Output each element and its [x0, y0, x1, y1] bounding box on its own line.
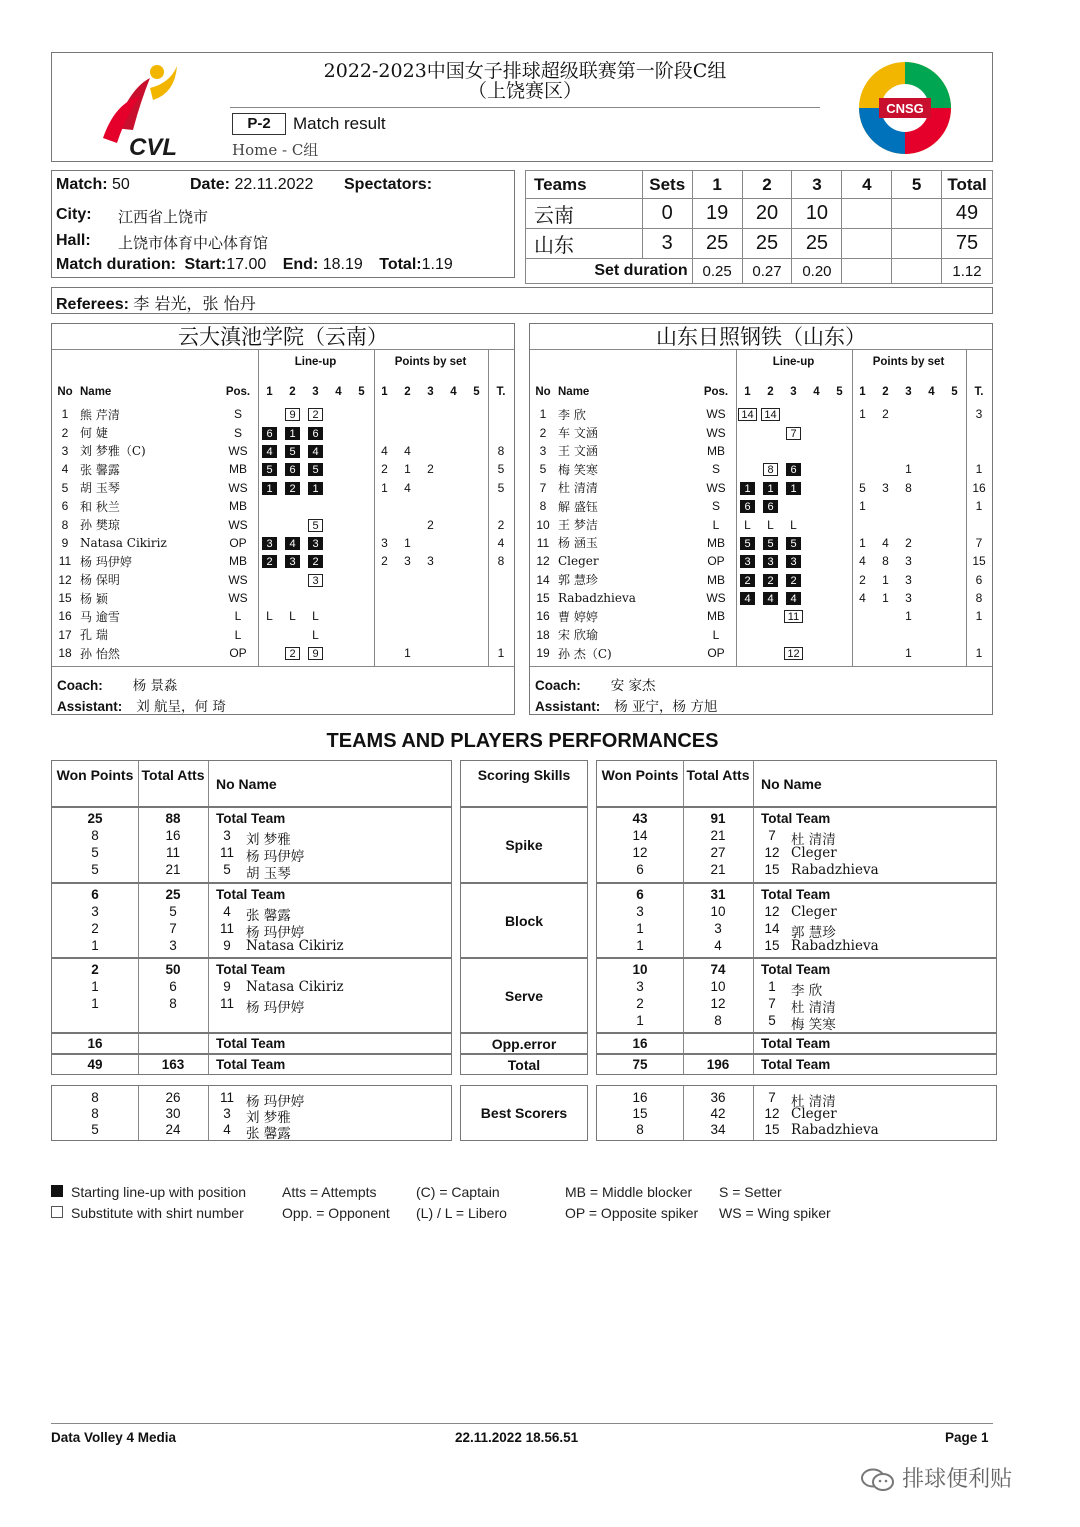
player-row: 9 Natasa Cikiriz OP 3 4 3 3 1 4 [61, 535, 505, 550]
away-serve-block: 10 74 Total Team 3 10 1 李 欣 2 12 7 杜 清清 1 8 5 梅 笑寒 [596, 958, 997, 1033]
player-row: 17 孔 瑞 L L [58, 627, 319, 643]
starting-position-box: 5 [740, 537, 755, 550]
starting-position-box: 4 [262, 445, 277, 458]
libero-mark: L [312, 609, 319, 624]
substitute-square-icon [51, 1206, 63, 1218]
substitute-number-box: 2 [285, 647, 300, 660]
starting-position-box: 6 [740, 500, 755, 513]
starting-square-icon [51, 1185, 63, 1197]
player-row: 4 张 馨露 MB 5 6 5 2 1 2 5 [61, 462, 505, 477]
player-row: 15 Rabadzhieva WS 4 4 4 4 1 3 8 [536, 591, 983, 606]
skill-opp: Opp.error [460, 1033, 588, 1054]
spectators-label: Spectators: [344, 176, 433, 193]
starting-position-box: 4 [786, 592, 801, 605]
player-row: 1 熊 芹清 S 9 2 [52, 405, 514, 423]
starting-position-box: 5 [763, 537, 778, 550]
watermark: 排球便利贴 [860, 1462, 1012, 1493]
header-rule [230, 107, 820, 108]
starting-position-box: 4 [763, 592, 778, 605]
starting-position-box: 3 [786, 555, 801, 568]
starting-position-box: 3 [740, 555, 755, 568]
page-code: P-2 [232, 113, 286, 135]
match-number: 50 [112, 176, 130, 193]
substitute-number-box: 9 [285, 408, 300, 421]
starting-position-box: 5 [262, 463, 277, 476]
starting-position-box: 1 [786, 482, 801, 495]
libero-mark: L [312, 627, 319, 642]
player-row: 8 孙 樊琼 WS 5 2 2 [61, 517, 505, 533]
away-spike-block: 43 91 Total Team 14 21 7 杜 清清 12 27 12 Cleger 6 21 15 Rabadzhieva [596, 807, 997, 883]
starting-position-box: 5 [285, 445, 300, 458]
home-player-table: Line-up Points by set No Name Pos. 1 2 3 4 5 1 2 3 4 5 T. 1 熊 芹清 S 9 2 2 何 婕 S 6 1 6 3 刘 梦雅（C) WS 4 5 4 4 4 8 4 张 馨露 MB 5 6 5 2 1 2 5 5 胡 玉琴 WS 1 2 1 1 4 5 6 和 秋兰 MB 8 孙 樊琼 WS 5 2 2 9 Natasa Cikiriz OP 3 4 3 3 1 4 11 杨 玛伊婷 MB 2 3 2 2 3 3 8 12 杨 保明 WS 3 15 杨 颖 WS 16 马 逾雪 L L L L 17 孔 瑞 L L 18 孙 怡然 OP 2 9 1 1 [52, 350, 514, 662]
cvl-logo [95, 58, 190, 158]
player-row: 5 梅 笑寒 S 8 6 1 1 [539, 462, 983, 477]
home-best-scorers: 8 26 11 杨 玛伊婷 8 30 3 刘 梦雅 5 24 4 张 馨露 [51, 1085, 452, 1141]
away-coach: 安 家杰 [610, 678, 656, 694]
starting-position-box: 1 [763, 482, 778, 495]
starting-position-box: 4 [308, 445, 323, 458]
title-line2: （上饶赛区） [467, 80, 582, 102]
starting-position-box: 2 [740, 574, 755, 587]
substitute-number-box: 14 [738, 408, 757, 421]
skills-header: Scoring Skills [460, 760, 588, 807]
libero-mark: L [289, 609, 296, 624]
referees-names: 李 岩光，张 怡丹 [133, 294, 256, 313]
skill-spike: Spike [460, 807, 588, 883]
player-row: 8 解 盛钰 S 6 6 1 1 [539, 499, 983, 514]
scoreboard: Teams Sets 1 2 3 4 5 Total 云南 0 19 20 10 49 山东 3 25 25 25 75 Set duration 0.25 0.27 0.20 1.12 [525, 170, 993, 284]
home-perf-header: Won Points Total Atts No Name [51, 760, 452, 807]
starting-position-box: 2 [262, 555, 277, 568]
away-team-name: 山东日照钢铁（山东） [530, 324, 992, 350]
home-serve-block: 2 50 Total Team 1 6 9 Natasa Cikiriz 1 8 11 杨 玛伊婷 [51, 958, 452, 1033]
footer-page: Page 1 [945, 1430, 989, 1445]
player-row: 19 孙 杰（C) OP 12 1 1 [536, 646, 983, 661]
city: 江西省上饶市 [118, 208, 209, 226]
starting-position-box: 1 [262, 482, 277, 495]
scoreboard-row-home: 云南 0 19 20 10 49 [526, 199, 993, 229]
player-row: 18 孙 怡然 OP 2 9 1 1 [58, 646, 505, 661]
home-roster: 云大滇池学院（云南） Line-up Points by set No Name Pos. 1 2 3 4 5 1 2 3 4 5 T. 1 熊 芹清 S 9 2 2 何 婕 S 6 1 6 3 刘 梦雅（C) WS 4 5 4 4 4 8 4 张 馨露 MB 5 6 5 2 1 2 5 5 胡 玉琴 WS 1 2 1 1 4 5 6 和 秋兰 MB 8 孙 樊琼 WS 5 2 2 9 Natasa Cikiriz OP 3 4 3 3 1 4 11 杨 玛伊婷 MB 2 3 2 2 3 3 8 12 杨 保明 WS 3 15 杨 颖 WS 16 马 逾雪 L L L L 17 孔 瑞 L L 18 孙 怡然 OP 2 9 1 1 Coach: 杨 景淼 Assistant: 刘 航呈，何 琦 [51, 323, 515, 715]
player-row: 16 曹 婷婷 MB 11 1 1 [536, 609, 983, 624]
cnsg-logo [855, 58, 955, 158]
player-row: 16 马 逾雪 L L L L [58, 609, 319, 624]
away-best-scorers: 16 36 7 杜 清清 15 42 12 Cleger 8 34 15 Rabadzhieva [596, 1085, 997, 1141]
home-spike-block: 25 88 Total Team 8 16 3 刘 梦雅 5 11 11 杨 玛伊婷 5 21 5 胡 玉琴 [51, 807, 452, 883]
away-assistant: 杨 亚宁，杨 方旭 [614, 699, 718, 715]
starting-position-box: 6 [786, 463, 801, 476]
starting-position-box: 2 [786, 574, 801, 587]
substitute-number-box: 8 [763, 463, 778, 476]
substitute-number-box: 9 [308, 647, 323, 660]
starting-position-box: 6 [763, 500, 778, 513]
substitute-number-box: 11 [784, 610, 803, 623]
away-opp-row: 16 Total Team [596, 1033, 997, 1054]
starting-position-box: 1 [740, 482, 755, 495]
player-row: 2 何 婕 S 6 1 6 [52, 423, 514, 441]
substitute-number-box: 12 [784, 647, 803, 660]
player-row: 7 杜 清清 WS 1 1 1 5 3 8 16 [539, 480, 986, 496]
away-roster: 山东日照钢铁（山东） Line-up Points by set No Name Pos. 1 2 3 4 5 1 2 3 4 5 T. 1 李 欣 WS 14 14 1 2 3 2 车 文涵 WS 7 3 王 文涵 MB 5 梅 笑寒 S 8 6 1 1 7 杜 清清 WS 1 1 1 5 3 8 16 8 解 盛钰 S 6 6 1 1 10 王 梦洁 L L L L 11 杨 涵玉 MB 5 5 5 1 4 2 7 12 Cleger OP 3 3 3 4 8 3 15 14 郭 慧珍 MB 2 2 2 2 1 3 6 15 Rabadzhieva WS 4 4 4 4 1 3 8 16 曹 婷婷 MB 11 1 1 18 宋 欣瑜 L 19 孙 杰（C) OP 12 1 1 Coach: 安 家杰 Assistant: 杨 亚宁，杨 方旭 [529, 323, 993, 715]
home-block-block: 6 25 Total Team 3 5 4 张 馨露 2 7 11 杨 玛伊婷 1 3 9 Natasa Cikiriz [51, 883, 452, 958]
starting-position-box: 3 [285, 555, 300, 568]
skill-serve: Serve [460, 958, 588, 1033]
home-team-name: 云大滇池学院（云南） [52, 324, 514, 350]
libero-mark: L [266, 609, 273, 624]
footer-timestamp: 22.11.2022 18.56.51 [455, 1430, 579, 1445]
player-row: 15 杨 颖 WS [58, 591, 248, 606]
starting-position-box: 3 [308, 537, 323, 550]
starting-position-box: 5 [308, 463, 323, 476]
footer-rule [51, 1423, 993, 1424]
svg-text:CVL: CVL [129, 134, 177, 158]
substitute-number-box: 14 [761, 408, 780, 421]
starting-position-box: 5 [786, 537, 801, 550]
wechat-icon [860, 1468, 896, 1492]
footer-left: Data Volley 4 Media [51, 1430, 177, 1445]
starting-position-box: 1 [308, 482, 323, 495]
substitute-number-box: 7 [786, 427, 801, 440]
substitute-number-box: 3 [308, 574, 323, 587]
starting-position-box: 2 [308, 555, 323, 568]
substitute-number-box: 5 [308, 519, 323, 532]
player-row: 3 王 文涵 MB [539, 443, 725, 459]
player-row: 12 杨 保明 WS 3 [52, 571, 514, 589]
starting-position-box: 3 [262, 537, 277, 550]
starting-position-box: 6 [308, 427, 323, 440]
starting-position-box: 6 [285, 463, 300, 476]
home-opp-row: 16 Total Team [51, 1033, 452, 1054]
player-row: 11 杨 玛伊婷 MB 2 3 2 2 3 3 8 [58, 554, 505, 569]
title-line1: 2022-2023中国女子排球超级联赛第一阶段C组 [323, 60, 727, 82]
player-row: 1 李 欣 WS 14 14 1 2 3 [539, 407, 983, 422]
player-row: 3 刘 梦雅（C) WS 4 5 4 4 4 8 [61, 443, 505, 459]
match-duration: Match duration: Start:17.00 End: 18.19 Total:1.19 [56, 256, 453, 273]
starting-position-box: 2 [285, 482, 300, 495]
scoreboard-row-away: 山东 3 25 25 25 75 [526, 229, 993, 259]
away-total-row: 75 196 Total Team [596, 1054, 997, 1075]
doc-subtitle: Home - C组 [232, 141, 319, 159]
substitute-number-box: 2 [308, 408, 323, 421]
home-coach: 杨 景淼 [132, 678, 178, 694]
starting-position-box: 4 [285, 537, 300, 550]
player-row: 2 车 文涵 WS 7 [530, 423, 992, 441]
player-row: 5 胡 玉琴 WS 1 2 1 1 4 5 [61, 480, 505, 496]
starting-position-box: 2 [763, 574, 778, 587]
away-player-table: Line-up Points by set No Name Pos. 1 2 3 4 5 1 2 3 4 5 T. 1 李 欣 WS 14 14 1 2 3 2 车 文涵 WS 7 3 王 文涵 MB 5 梅 笑寒 S 8 6 1 1 7 杜 清清 WS 1 1 1 5 3 8 16 8 解 盛钰 S 6 6 1 1 10 王 梦洁 L L L L 11 杨 涵玉 MB 5 5 5 1 4 2 7 12 Cleger OP 3 3 3 4 8 3 15 14 郭 慧珍 MB 2 2 2 2 1 3 6 15 Rabadzhieva WS 4 4 4 4 1 3 8 16 曹 婷婷 MB 11 1 1 18 宋 欣瑜 L 19 孙 杰（C) OP 12 1 1 [530, 350, 992, 662]
skill-best-scorers: Best Scorers [460, 1085, 588, 1141]
starting-position-box: 3 [763, 555, 778, 568]
player-row: 18 宋 欣瑜 L [536, 627, 720, 643]
away-block-block: 6 31 Total Team 3 10 12 Cleger 1 3 14 郭 慧珍 1 4 15 Rabadzhieva [596, 883, 997, 958]
doc-title: Match result [293, 114, 386, 133]
svg-text:CNSG: CNSG [886, 101, 924, 116]
skill-total: Total [460, 1054, 588, 1075]
libero-mark: L [744, 517, 751, 532]
away-perf-header: Won Points Total Atts No Name [596, 760, 997, 807]
player-row: 12 Cleger OP 3 3 3 4 8 3 15 [536, 554, 986, 569]
hall: 上饶市体育中心体育馆 [118, 234, 269, 252]
player-row: 14 郭 慧珍 MB 2 2 2 2 1 3 6 [536, 572, 983, 588]
set-durations: Set duration 0.25 0.27 0.20 1.12 [526, 259, 993, 284]
player-row: 10 王 梦洁 L L L L [536, 517, 797, 533]
home-assistant: 刘 航呈，何 琦 [136, 699, 226, 715]
starting-position-box: 1 [285, 427, 300, 440]
skill-block: Block [460, 883, 588, 958]
starting-position-box: 4 [740, 592, 755, 605]
starting-position-box: 6 [262, 427, 277, 440]
libero-mark: L [767, 517, 774, 532]
player-row: 11 杨 涵玉 MB 5 5 5 1 4 2 7 [536, 535, 983, 551]
player-row: 6 和 秋兰 MB [61, 499, 247, 514]
home-total-row: 49 163 Total Team [51, 1054, 452, 1075]
match-date: 22.11.2022 [234, 176, 314, 193]
libero-mark: L [790, 517, 797, 532]
performance-title: TEAMS AND PLAYERS PERFORMANCES [326, 730, 719, 752]
